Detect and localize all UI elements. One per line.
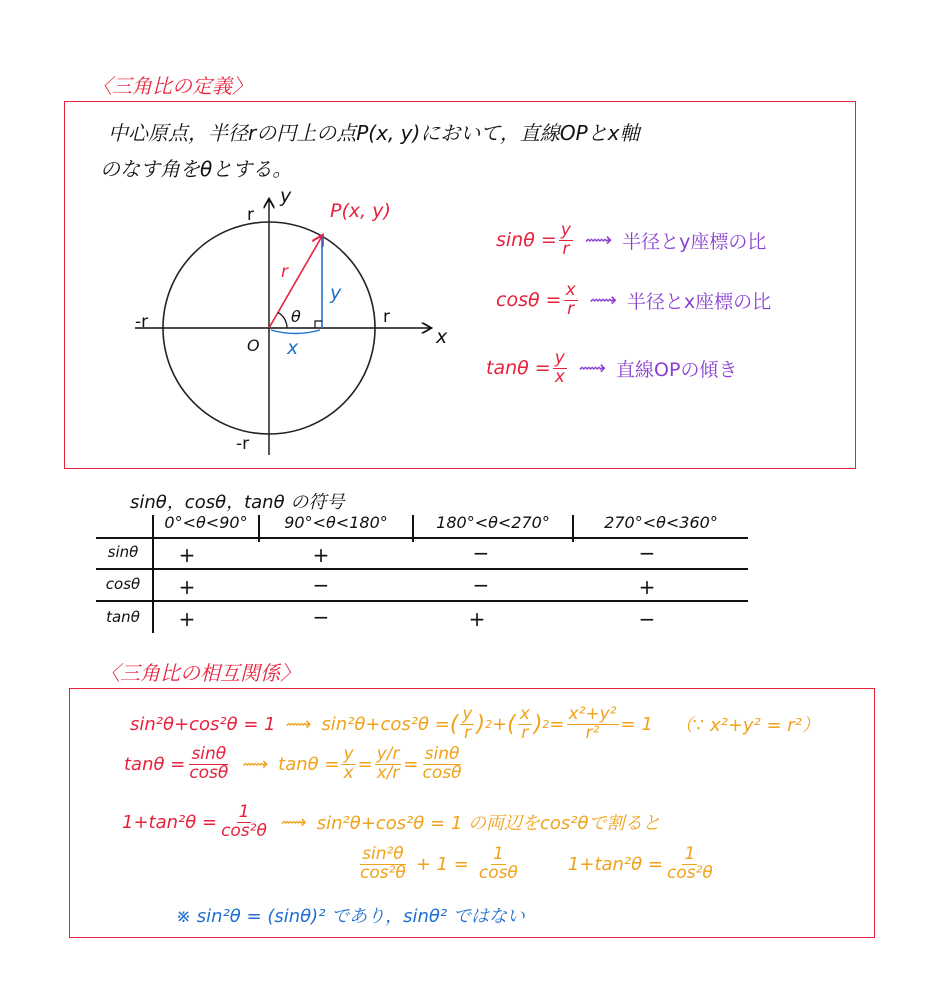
f4-num: sin²θ: [362, 844, 404, 864]
f2-r2-num: y/r: [376, 744, 400, 764]
sign-cell: −: [638, 607, 656, 631]
f1-frac1: [460, 706, 474, 743]
sign-cell: +: [178, 543, 196, 567]
formula-divided: [356, 846, 717, 883]
f2-right-a: tanθ =: [278, 753, 340, 775]
sin-num: y: [560, 220, 571, 240]
radius-label: r: [281, 262, 288, 282]
f1-frac3-den: r²: [585, 722, 600, 743]
table-header: 180°<θ<270°: [436, 513, 550, 532]
point-p-label: P(x, y): [330, 200, 391, 222]
row-label-cos: cosθ: [105, 575, 141, 593]
f3-left-num: 1: [238, 802, 250, 822]
neg-r-bottom-label: -r: [236, 434, 250, 454]
tan-den: x: [554, 366, 565, 387]
f1-note: （∵ x²+y² = r²）: [674, 715, 820, 737]
f4-right-a: 1+tan²θ =: [567, 853, 663, 875]
sign-cell: −: [472, 541, 490, 565]
sign-cell: +: [178, 607, 196, 631]
tan-fraction: [553, 350, 567, 387]
f2-r3: [420, 746, 463, 783]
arrow-icon: ⟿: [578, 357, 607, 380]
f2-r1-den: x: [343, 762, 354, 783]
sin-desc: 半径とy座標の比: [622, 230, 767, 253]
f4-right-num: 1: [684, 844, 696, 864]
f1-frac1-num: y: [462, 704, 473, 724]
intro-line-2: のなす角をθとする。: [100, 157, 293, 181]
f1-frac1-den: r: [463, 722, 471, 743]
f4-r-den: cosθ: [478, 862, 518, 883]
table-row-line-1: [96, 568, 748, 570]
f2-r3-num: sinθ: [424, 744, 460, 764]
sign-cell: −: [472, 573, 490, 597]
section-title-definition: 〈三角比の定義〉: [92, 74, 252, 98]
f1-result: = 1: [620, 713, 653, 735]
cos-num: x: [565, 280, 576, 300]
f2-r3-den: cosθ: [422, 762, 462, 783]
table-label-divider: [152, 515, 154, 633]
table-header: 90°<θ<180°: [284, 513, 388, 532]
f1-frac2-num: x: [519, 704, 530, 724]
f1-right-a: sin²θ+cos²θ =: [321, 713, 450, 735]
signs-title: sinθ，cosθ，tanθ の符号: [130, 492, 345, 513]
arrow-icon: ⟿: [584, 229, 613, 252]
f4-frac: [358, 846, 408, 883]
f3-left-frac: [219, 804, 269, 841]
sin-func: sinθ =: [496, 229, 557, 252]
f2-r2-den: x/r: [376, 762, 400, 783]
definition-sin: [496, 222, 766, 259]
neg-r-left-label: -r: [135, 312, 149, 332]
y-axis-label: y: [280, 185, 292, 207]
sign-cell: −: [312, 605, 330, 629]
x-leg-label: x: [287, 337, 299, 359]
table-header-line: [96, 537, 748, 539]
f1-frac2: [518, 706, 532, 743]
note-text: ※ sin²θ = (sinθ)² であり，sinθ² ではない: [176, 906, 525, 927]
definition-tan: [486, 350, 737, 387]
f1-frac3-num: x²+y²: [568, 704, 617, 724]
x-leg-brace: [271, 330, 320, 334]
cos-func: cosθ =: [496, 289, 562, 312]
origin-label: O: [247, 336, 260, 355]
r-top-label: r: [247, 205, 254, 225]
f1-left: sin²θ+cos²θ = 1: [130, 713, 276, 735]
sign-cell: −: [638, 541, 656, 565]
f2-left-frac: [187, 746, 230, 783]
formula-one-plus-tan: [122, 804, 661, 841]
theta-arc: [278, 312, 287, 328]
f2-left-a: tanθ =: [124, 753, 186, 775]
arrow-icon: ⟿: [589, 289, 617, 312]
sin-fraction: [559, 222, 573, 259]
intro-line-1: 中心原点，半径rの円上の点P(x, y)において，直線OPとx軸: [108, 121, 640, 145]
sin-den: r: [562, 238, 570, 259]
cos-fraction: [564, 282, 578, 319]
sign-cell: +: [638, 575, 656, 599]
tan-desc: 直線OPの傾き: [616, 358, 738, 381]
f2-r1-num: y: [343, 744, 354, 764]
sign-cell: −: [312, 573, 330, 597]
cos-desc: 半径とx座標の比: [626, 290, 772, 313]
x-axis-label: x: [436, 326, 448, 348]
table-header: 0°<θ<90°: [164, 513, 248, 532]
sign-cell: +: [178, 575, 196, 599]
f4-mid: + 1 =: [415, 853, 469, 875]
f3-left-den: cos²θ: [221, 820, 267, 841]
sign-cell: +: [312, 543, 330, 567]
f3-left-a: 1+tan²θ =: [122, 811, 218, 833]
definition-cos: [496, 282, 771, 319]
f2-r1: [341, 746, 355, 783]
f1-frac2-den: r: [521, 722, 529, 743]
f4-r-frac: [477, 846, 520, 883]
formula-pythagorean: sin²θ+cos²θ = 1 ⟿ sin²θ+cos²θ = ( $\frac{y}{r}$ ) 2 + ( $\frac{x}{r}$ ) 2 = $\frac{\text{x²+y²}}{\text{r²}}$ = 1 （∵ x²+y² = r²）: [130, 704, 820, 743]
y-leg-label: y: [330, 282, 342, 304]
tan-func: tanθ =: [486, 357, 551, 380]
tan-num: y: [554, 348, 565, 368]
f4-den: cos²θ: [360, 862, 406, 883]
right-angle-mark: [315, 321, 322, 328]
section-title-relations: 〈三角比の相互関係〉: [100, 661, 300, 685]
f2-left-den: cosθ: [189, 762, 229, 783]
f4-right-den: cos²θ: [666, 862, 713, 883]
table-header: 270°<θ<360°: [604, 513, 718, 532]
f1-plus: +: [492, 713, 508, 735]
row-label-sin: sinθ: [107, 543, 139, 561]
f2-r2: [375, 746, 402, 783]
f4-right-frac: [665, 846, 715, 883]
arrow-icon: ⟿: [285, 713, 312, 735]
r-right-label: r: [383, 307, 390, 327]
table-row-line-2: [96, 600, 748, 602]
arrow-icon: ⟿: [242, 753, 269, 775]
arrow-icon: ⟿: [280, 811, 307, 833]
sign-cell: +: [468, 607, 486, 631]
f2-left-num: sinθ: [191, 744, 227, 764]
f4-r-num: 1: [492, 844, 504, 864]
f1-eq: =: [549, 713, 565, 735]
formula-tan-ratio: tanθ = $\frac{\sin\theta}{\cos\theta}$ ⟿ tanθ = $\frac{y}{x}$ = $\frac{y/r}{x/r}$ = $\frac{\sin\theta}{\cos\theta}$: [124, 744, 462, 783]
f3-right: sin²θ+cos²θ = 1 の両辺をcos²θで割ると: [316, 813, 661, 835]
theta-label: θ: [291, 307, 301, 326]
f1-frac3: [567, 706, 619, 743]
cos-den: r: [567, 298, 575, 319]
row-label-tan: tanθ: [106, 608, 140, 626]
